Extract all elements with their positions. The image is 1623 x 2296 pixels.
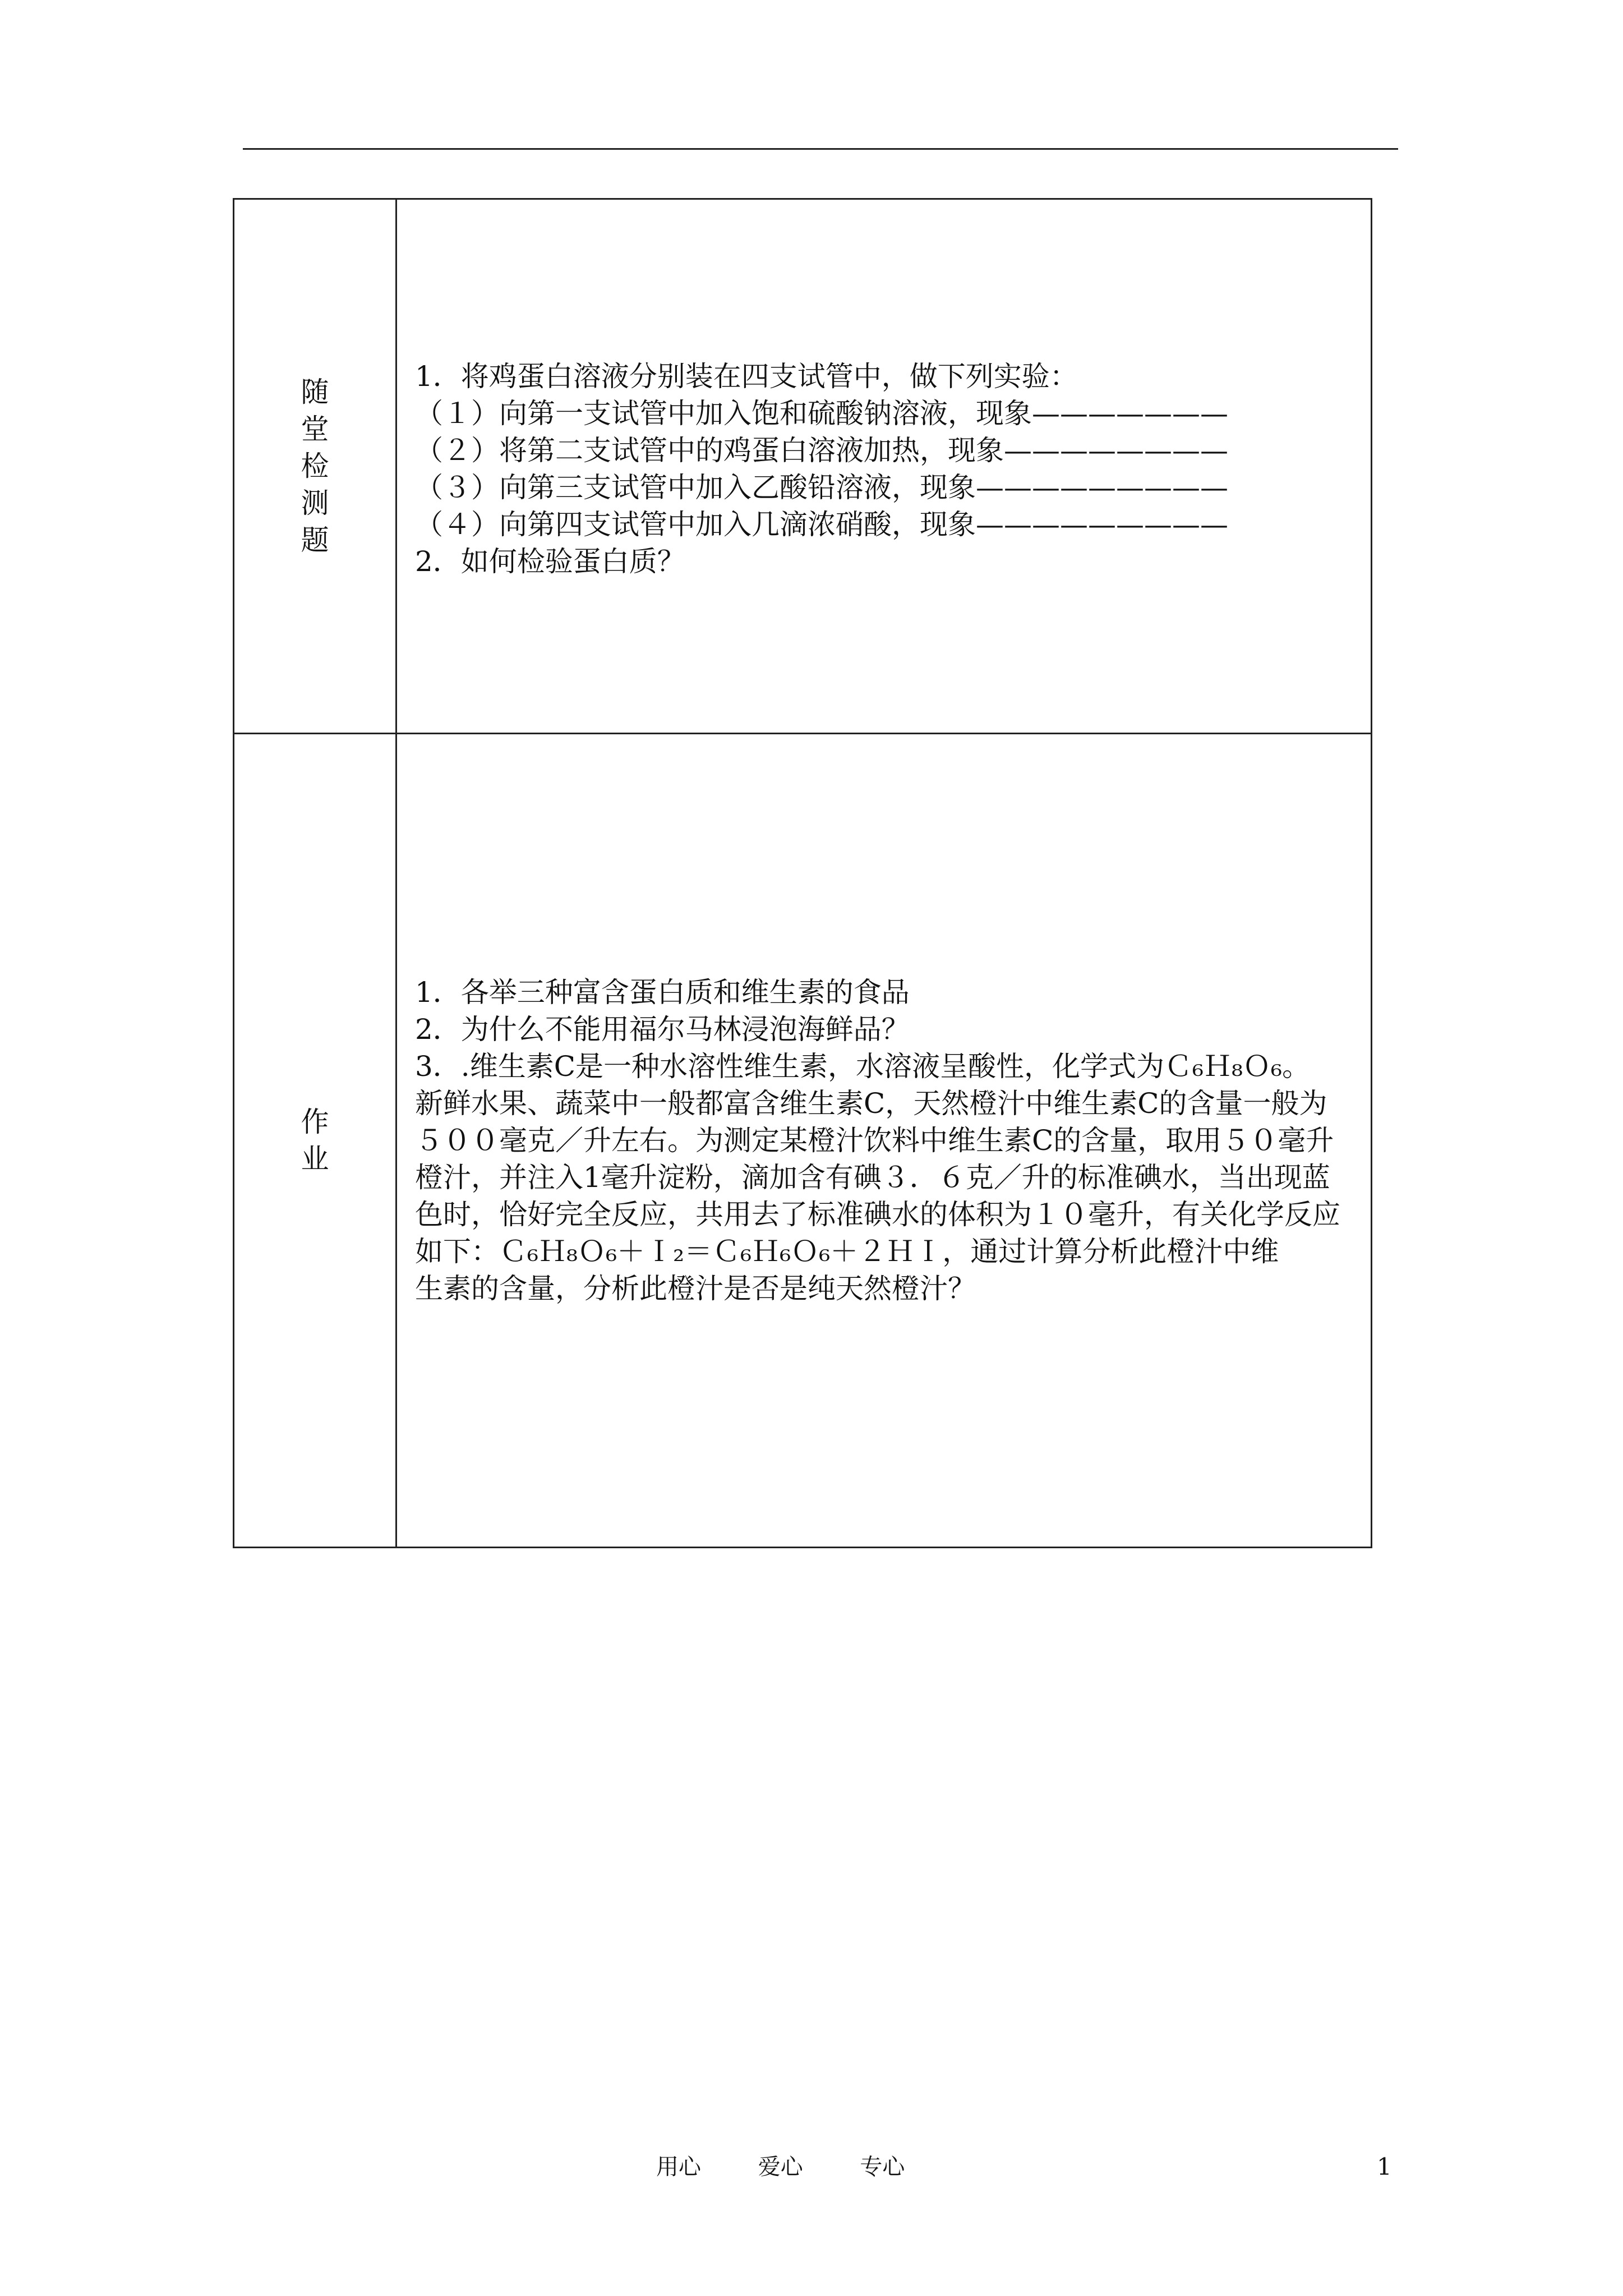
homework-line: 橙汁，并注入1毫升淀粉，滴加含有碘３．６克／升的标准碘水，当出现蓝 — [415, 1161, 1330, 1194]
table-row-homework — [234, 734, 1372, 1548]
question-line: （３）向第三支试管中加入乙酸铅溶液，现象————————— — [415, 471, 1228, 504]
question-line: 2．如何检验蛋白质？ — [415, 545, 685, 578]
question-line: （２）将第二支试管中的鸡蛋白溶液加热，现象———————— — [415, 434, 1228, 467]
question-line: 1．将鸡蛋白溶液分别装在四支试管中，做下列实验： — [415, 360, 1078, 393]
homework-line: 生素的含量，分析此橙汁是否是纯天然橙汁？ — [415, 1272, 976, 1305]
homework-line: 1．各举三种富含蛋白质和维生素的食品 — [415, 976, 910, 1009]
vertical-label: 随 堂 检 测 题 — [301, 376, 329, 556]
section-label-homework — [234, 734, 396, 1548]
footer-motto: 用心 爱心 专心 — [656, 2154, 905, 2180]
homework-line: ５００毫克／升左右。为测定某橙汁饮料中维生素C的含量，取用５０毫升 — [415, 1124, 1334, 1157]
homework-line: 色时，恰好完全反应，共用去了标准碘水的体积为１０毫升，有关化学反应 — [415, 1198, 1340, 1231]
vertical-label: 作 业 — [301, 1106, 329, 1175]
page-number: 1 — [1377, 2153, 1392, 2180]
section-content-quiz — [396, 199, 1372, 734]
question-line: （１）向第一支试管中加入饱和硫酸钠溶液，现象——————— — [415, 397, 1228, 430]
homework-line: 3．.维生素C是一种水溶性维生素，水溶液呈酸性，化学式为Ｃ₆Ｈ₈Ｏ₆。 — [415, 1050, 1311, 1083]
content-table — [233, 198, 1372, 1548]
homework-line: 如下：Ｃ₆Ｈ₈Ｏ₆＋Ｉ₂＝Ｃ₆Ｈ₆Ｏ₆＋２ＨＩ，通过计算分析此橙汁中维 — [415, 1235, 1279, 1268]
table-row-quiz — [234, 199, 1372, 734]
section-content-homework — [396, 734, 1372, 1548]
question-line: （４）向第四支试管中加入几滴浓硝酸，现象————————— — [415, 508, 1228, 541]
homework-line: 2．为什么不能用福尔马林浸泡海鲜品？ — [415, 1013, 910, 1046]
header-rule — [243, 148, 1398, 150]
section-label-quiz — [234, 199, 396, 734]
homework-line: 新鲜水果、蔬菜中一般都富含维生素C，天然橙汁中维生素C的含量一般为 — [415, 1087, 1327, 1120]
